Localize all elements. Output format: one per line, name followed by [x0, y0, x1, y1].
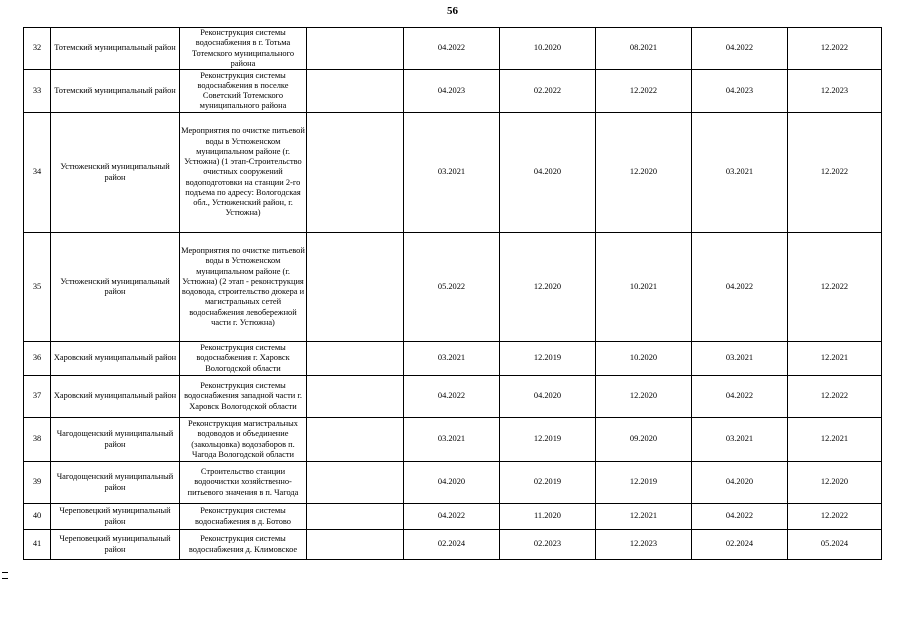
project-cell: Реконструкция системы водоснабжения д. Климовское [180, 530, 307, 560]
date-cell: 04.2023 [404, 70, 500, 113]
row-number: 36 [24, 342, 51, 376]
date-cell: 02.2024 [692, 530, 788, 560]
date-cell: 12.2023 [596, 530, 692, 560]
date-cell: 12.2021 [788, 342, 882, 376]
table-row [24, 233, 882, 342]
date-cell: 12.2022 [596, 70, 692, 113]
margin-mark [2, 572, 8, 573]
margin-mark [2, 578, 8, 579]
date-cell: 12.2019 [500, 342, 596, 376]
date-cell: 03.2021 [692, 342, 788, 376]
date-cell: 04.2022 [692, 233, 788, 342]
date-cell: 04.2022 [692, 28, 788, 70]
row-number: 32 [24, 28, 51, 70]
empty-cell [307, 233, 404, 342]
empty-cell [307, 418, 404, 462]
date-cell: 04.2022 [692, 504, 788, 530]
table-row [24, 418, 882, 462]
district-cell: Устюженский муниципальный район [51, 113, 180, 233]
district-cell: Устюженский муниципальный район [51, 233, 180, 342]
date-cell: 04.2020 [500, 113, 596, 233]
date-cell: 10.2021 [596, 233, 692, 342]
date-cell: 08.2021 [596, 28, 692, 70]
date-cell: 12.2022 [788, 28, 882, 70]
district-cell: Череповецкий муниципальный район [51, 530, 180, 560]
date-cell: 04.2023 [692, 70, 788, 113]
empty-cell [307, 113, 404, 233]
table-row [24, 530, 882, 560]
empty-cell [307, 462, 404, 504]
date-cell: 04.2020 [404, 462, 500, 504]
date-cell: 10.2020 [500, 28, 596, 70]
district-cell: Череповецкий муниципальный район [51, 504, 180, 530]
date-cell: 04.2022 [404, 28, 500, 70]
date-cell: 03.2021 [404, 342, 500, 376]
date-cell: 09.2020 [596, 418, 692, 462]
district-cell: Чагодощенский муниципальный район [51, 418, 180, 462]
project-cell: Реконструкция системы водоснабжения в д. Ботово [180, 504, 307, 530]
district-cell: Тотемский муниципальный район [51, 70, 180, 113]
row-number: 34 [24, 113, 51, 233]
date-cell: 03.2021 [692, 113, 788, 233]
row-number: 33 [24, 70, 51, 113]
date-cell: 02.2023 [500, 530, 596, 560]
date-cell: 12.2020 [596, 376, 692, 418]
project-cell: Реконструкция системы водоснабжения в поселке Советский Тотемского муниципального района [180, 70, 307, 113]
date-cell: 02.2024 [404, 530, 500, 560]
project-cell: Реконструкция магистральных водоводов и объединение (закольцовка) водозаборов п. Чагода Вологодской области [180, 418, 307, 462]
date-cell: 12.2022 [788, 233, 882, 342]
empty-cell [307, 28, 404, 70]
row-number: 41 [24, 530, 51, 560]
date-cell: 12.2019 [596, 462, 692, 504]
table-row [24, 342, 882, 376]
date-cell: 02.2022 [500, 70, 596, 113]
date-cell: 05.2024 [788, 530, 882, 560]
date-cell: 04.2020 [692, 462, 788, 504]
date-cell: 12.2023 [788, 70, 882, 113]
row-number: 40 [24, 504, 51, 530]
project-cell: Реконструкция системы водоснабжения г. Харовск Вологодской области [180, 342, 307, 376]
table-row [24, 113, 882, 233]
empty-cell [307, 376, 404, 418]
row-number: 37 [24, 376, 51, 418]
project-cell: Реконструкция системы водоснабжения в г. Тотьма Тотемского муниципального района [180, 28, 307, 70]
date-cell: 12.2022 [788, 504, 882, 530]
date-cell: 12.2020 [788, 462, 882, 504]
date-cell: 04.2022 [404, 504, 500, 530]
date-cell: 12.2020 [500, 233, 596, 342]
empty-cell [307, 70, 404, 113]
date-cell: 03.2021 [692, 418, 788, 462]
date-cell: 12.2019 [500, 418, 596, 462]
district-cell: Харовский муниципальный район [51, 342, 180, 376]
table-row [24, 70, 882, 113]
project-cell: Мероприятия по очистке питьевой воды в Устюженском муниципальном районе (г. Устюжна) (1 этап-Строительство очистных сооружений водоподготовки на станции 2-го подъема по адресу: Вологодская обл., Устюженский район, г. Устюжна) [180, 113, 307, 233]
date-cell: 03.2021 [404, 418, 500, 462]
empty-cell [307, 504, 404, 530]
table-body [24, 28, 882, 560]
project-cell: Строительство станции водоочистки хозяйственно-питьевого значения в п. Чагода [180, 462, 307, 504]
date-cell: 12.2021 [788, 418, 882, 462]
date-cell: 04.2022 [404, 376, 500, 418]
date-cell: 02.2019 [500, 462, 596, 504]
page-number: 56 [447, 5, 458, 17]
date-cell: 04.2022 [692, 376, 788, 418]
projects-table [23, 27, 882, 560]
empty-cell [307, 342, 404, 376]
date-cell: 12.2020 [596, 113, 692, 233]
district-cell: Чагодощенский муниципальный район [51, 462, 180, 504]
district-cell: Харовский муниципальный район [51, 376, 180, 418]
row-number: 35 [24, 233, 51, 342]
date-cell: 10.2020 [596, 342, 692, 376]
date-cell: 12.2022 [788, 113, 882, 233]
empty-cell [307, 530, 404, 560]
date-cell: 05.2022 [404, 233, 500, 342]
table-row [24, 376, 882, 418]
date-cell: 04.2020 [500, 376, 596, 418]
table-row [24, 504, 882, 530]
date-cell: 12.2021 [596, 504, 692, 530]
table-row [24, 28, 882, 70]
date-cell: 12.2022 [788, 376, 882, 418]
district-cell: Тотемский муниципальный район [51, 28, 180, 70]
project-cell: Реконструкция системы водоснабжения западной части г. Харовск Вологодской области [180, 376, 307, 418]
date-cell: 11.2020 [500, 504, 596, 530]
row-number: 39 [24, 462, 51, 504]
table-row [24, 462, 882, 504]
row-number: 38 [24, 418, 51, 462]
project-cell: Мероприятия по очистке питьевой воды в Устюженском муниципальном районе (г. Устюжна) (2 этап - реконструкция водовода, строительство дюкера и магистральных сетей водоснабжения левобережной части г. Устюжна) [180, 233, 307, 342]
date-cell: 03.2021 [404, 113, 500, 233]
